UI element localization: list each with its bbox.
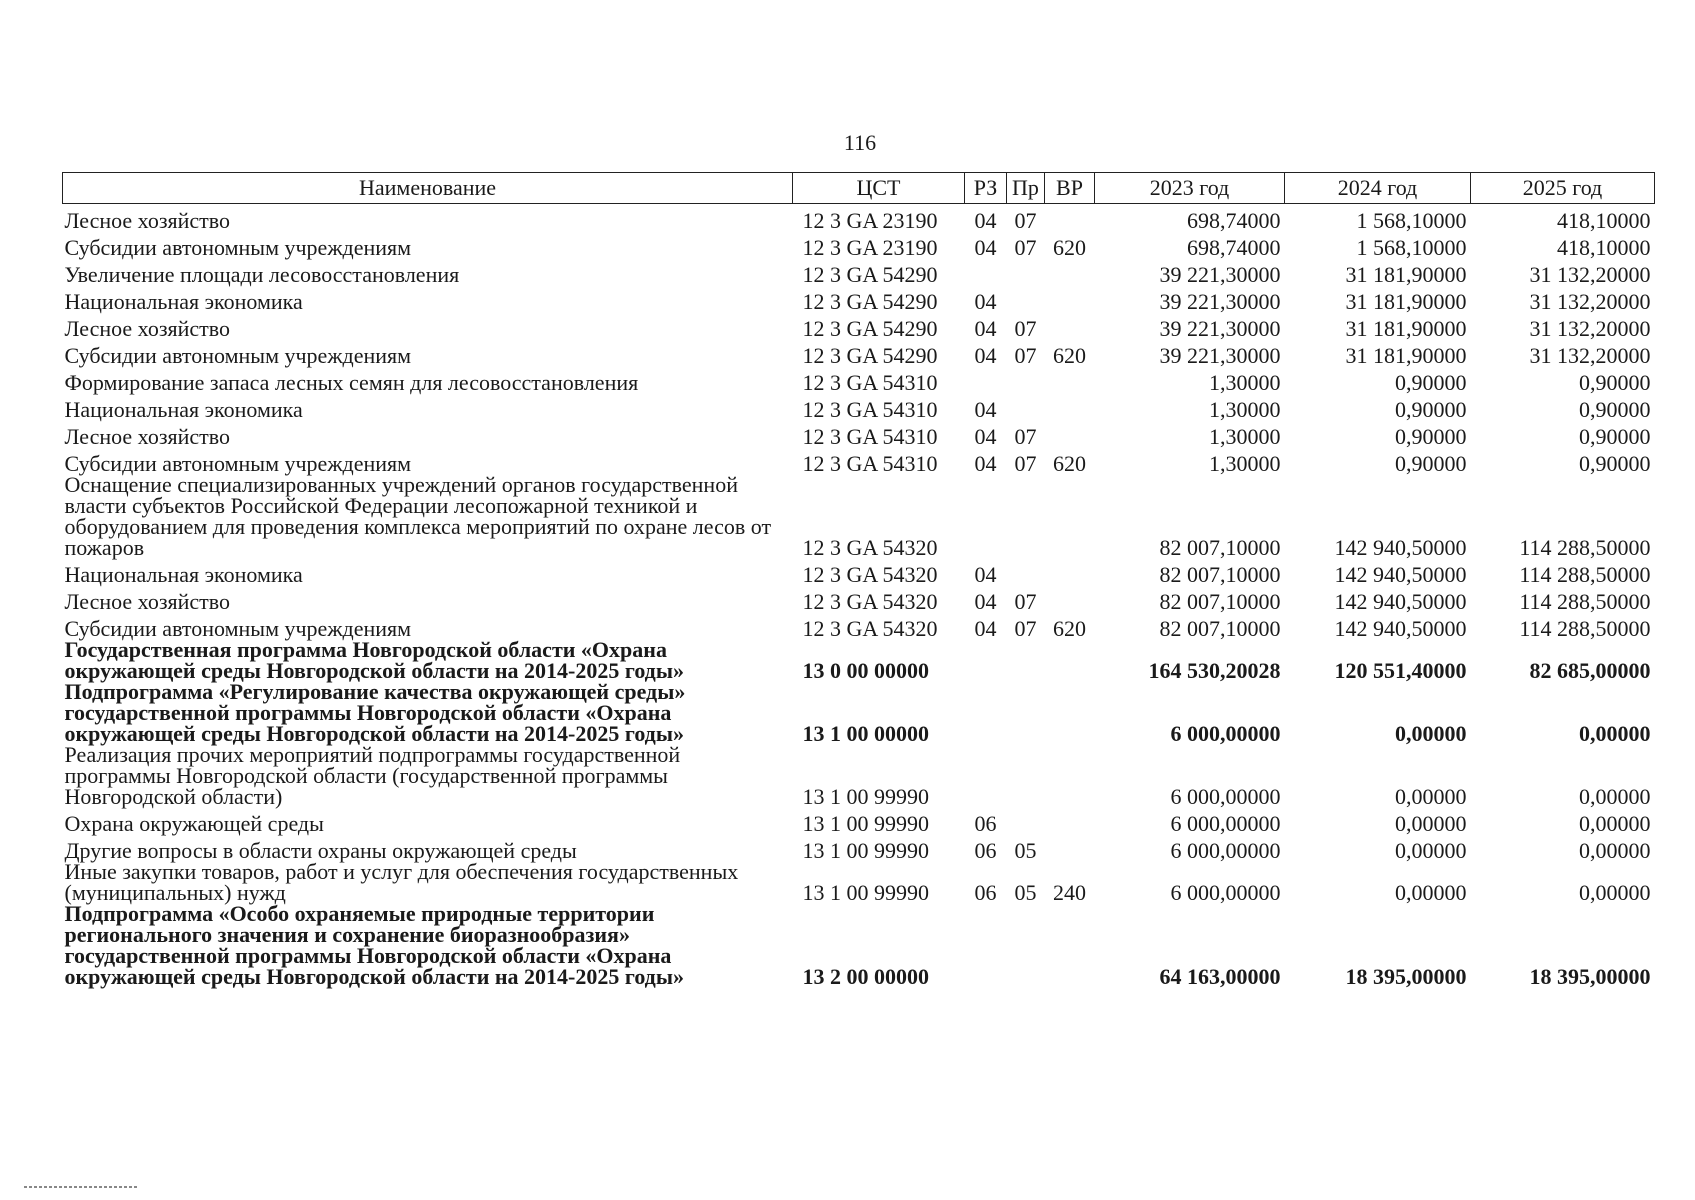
cell-pr: 07 (1014, 316, 1037, 341)
cell-y2024: 142 940,50000 (1334, 589, 1467, 614)
cell-y2023: 39 221,30000 (1159, 262, 1281, 287)
cell-name: Другие вопросы в области охраны окружающей среды (64, 838, 577, 863)
cell-cst: 12 3 GA 54310 (802, 397, 938, 422)
cell-cst: 13 0 00 00000 (802, 658, 929, 683)
cell-rz: 06 (974, 838, 997, 863)
cell-name: Реализация прочих мероприятий подпрограммы государственной программы Новгородской области (государственной программы Новгородской области) (64, 742, 681, 809)
cell-name: Субсидии автономным учреждениям (64, 451, 412, 476)
cell-pr: 05 (1014, 880, 1037, 905)
table-row (63, 639, 1655, 681)
cell-pr (1007, 258, 1045, 285)
cell-y2023: 6 000,00000 (1170, 784, 1281, 809)
cell-name: Национальная экономика (64, 562, 303, 587)
cell-y2024: 0,00000 (1395, 721, 1467, 746)
cell-vr (1045, 903, 1095, 987)
cell-cst: 13 1 00 99990 (802, 784, 929, 809)
cell-y2023: 698,74000 (1187, 208, 1281, 233)
table-row (63, 420, 1655, 447)
cell-name: Увеличение площади лесовосстановления (64, 262, 460, 287)
cell-cst: 12 3 GA 54320 (802, 535, 938, 560)
cell-vr: 620 (1053, 235, 1086, 260)
table-row (63, 807, 1655, 834)
cell-y2025: 418,10000 (1557, 235, 1651, 260)
cell-vr (1045, 807, 1095, 834)
cell-y2023: 698,74000 (1187, 235, 1281, 260)
cell-y2023: 1,30000 (1209, 370, 1281, 395)
cell-y2023: 1,30000 (1209, 451, 1281, 476)
table-row (63, 366, 1655, 393)
cell-name: Субсидии автономным учреждениям (64, 343, 412, 368)
cell-cst: 12 3 GA 54310 (802, 370, 938, 395)
cell-rz: 06 (974, 880, 997, 905)
cell-cst: 12 3 GA 54290 (802, 289, 938, 314)
cell-cst: 12 3 GA 23190 (802, 235, 938, 260)
table-row (63, 312, 1655, 339)
table-row (63, 612, 1655, 639)
cell-pr (1007, 285, 1045, 312)
header-rz: РЗ (965, 173, 1007, 204)
table-row (63, 285, 1655, 312)
table-row (63, 339, 1655, 366)
cell-y2025: 0,90000 (1579, 397, 1651, 422)
cell-rz: 04 (974, 616, 997, 641)
header-2023: 2023 год (1095, 173, 1285, 204)
cell-vr (1045, 639, 1095, 681)
cell-y2025: 0,00000 (1579, 880, 1651, 905)
cell-cst: 12 3 GA 54290 (802, 262, 938, 287)
cell-y2023: 39 221,30000 (1159, 316, 1281, 341)
table-row (63, 204, 1655, 232)
cell-name: Субсидии автономным учреждениям (64, 235, 412, 260)
table-row (63, 861, 1655, 903)
cell-vr (1045, 474, 1095, 558)
cell-pr (1007, 393, 1045, 420)
cell-y2025: 0,90000 (1579, 424, 1651, 449)
cell-pr: 07 (1014, 424, 1037, 449)
cell-y2023: 64 163,00000 (1159, 964, 1281, 989)
cell-vr (1045, 312, 1095, 339)
cell-rz: 04 (974, 235, 997, 260)
cell-y2025: 31 132,20000 (1529, 316, 1651, 341)
cell-rz (965, 903, 1007, 987)
cell-cst: 12 3 GA 54320 (802, 589, 938, 614)
cell-y2025: 418,10000 (1557, 208, 1651, 233)
cell-rz: 04 (974, 343, 997, 368)
cell-rz (965, 639, 1007, 681)
cell-name: Лесное хозяйство (64, 589, 231, 614)
cell-y2023: 39 221,30000 (1159, 289, 1281, 314)
cell-y2023: 6 000,00000 (1170, 721, 1281, 746)
cell-vr (1045, 558, 1095, 585)
cell-vr (1045, 366, 1095, 393)
cell-pr: 07 (1014, 235, 1037, 260)
cell-pr (1007, 474, 1045, 558)
cell-rz: 04 (974, 562, 997, 587)
cell-rz: 04 (974, 397, 997, 422)
cell-cst: 12 3 GA 54320 (802, 562, 938, 587)
cell-y2023: 82 007,10000 (1159, 616, 1281, 641)
table-row (63, 744, 1655, 807)
cell-y2023: 6 000,00000 (1170, 838, 1281, 863)
cell-pr (1007, 807, 1045, 834)
cell-name: Лесное хозяйство (64, 424, 231, 449)
cell-y2025: 31 132,20000 (1529, 343, 1651, 368)
cell-vr (1045, 204, 1095, 232)
cell-y2024: 0,00000 (1395, 880, 1467, 905)
page-number: 116 (843, 130, 877, 155)
table-row (63, 585, 1655, 612)
cell-name: Государственная программа Новгородской области «Охрана окружающей среды Новгородской области на 2014-2025 годы» (64, 637, 684, 683)
cell-cst: 12 3 GA 54290 (802, 316, 938, 341)
cell-cst: 12 3 GA 23190 (802, 208, 938, 233)
cell-name: Иные закупки товаров, работ и услуг для обеспечения государственных (муниципальных) нужд (64, 859, 739, 905)
header-pr: Пр (1007, 173, 1045, 204)
cell-vr (1045, 285, 1095, 312)
header-2024: 2024 год (1285, 173, 1471, 204)
cell-y2025: 0,90000 (1579, 370, 1651, 395)
table-row (63, 903, 1655, 987)
cell-pr: 07 (1014, 343, 1037, 368)
cell-y2024: 1 568,10000 (1356, 235, 1467, 260)
cell-y2025: 0,00000 (1579, 811, 1651, 836)
cell-y2024: 0,90000 (1395, 370, 1467, 395)
cell-rz (965, 744, 1007, 807)
cell-y2023: 6 000,00000 (1170, 880, 1281, 905)
cell-y2025: 114 288,50000 (1519, 589, 1651, 614)
cell-pr (1007, 744, 1045, 807)
cell-pr: 07 (1014, 208, 1037, 233)
cell-vr: 240 (1053, 880, 1086, 905)
cell-rz: 04 (974, 451, 997, 476)
cell-pr (1007, 558, 1045, 585)
cell-pr (1007, 366, 1045, 393)
cell-y2024: 31 181,90000 (1345, 343, 1467, 368)
cell-y2024: 120 551,40000 (1334, 658, 1467, 683)
budget-table (62, 172, 1655, 987)
cell-y2025: 114 288,50000 (1519, 616, 1651, 641)
cell-pr (1007, 903, 1045, 987)
cell-y2023: 82 007,10000 (1159, 589, 1281, 614)
table-header-row (63, 173, 1655, 204)
table-row (63, 681, 1655, 744)
cell-y2025: 18 395,00000 (1529, 964, 1651, 989)
cell-name: Субсидии автономным учреждениям (64, 616, 412, 641)
cell-y2024: 18 395,00000 (1345, 964, 1467, 989)
cell-cst: 13 1 00 99990 (802, 838, 929, 863)
cell-pr: 07 (1014, 451, 1037, 476)
cell-y2024: 142 940,50000 (1334, 562, 1467, 587)
cell-y2025: 0,90000 (1579, 451, 1651, 476)
cell-name: Национальная экономика (64, 397, 303, 422)
cell-pr (1007, 681, 1045, 744)
header-2025: 2025 год (1471, 173, 1655, 204)
cell-cst: 13 1 00 99990 (802, 811, 929, 836)
cell-y2024: 142 940,50000 (1334, 535, 1467, 560)
cell-y2023: 164 530,20028 (1148, 658, 1281, 683)
cell-rz: 04 (974, 289, 997, 314)
cell-y2024: 0,90000 (1395, 397, 1467, 422)
cell-cst: 12 3 GA 54290 (802, 343, 938, 368)
cell-y2023: 39 221,30000 (1159, 343, 1281, 368)
cell-rz (965, 474, 1007, 558)
cell-name: Оснащение специализированных учреждений органов государственной власти субъектов Российской Федерации лесопожарной техникой и оборудованием для проведения комплекса мероприятий по охране лесов от пожаров (64, 472, 772, 560)
cell-vr (1045, 834, 1095, 861)
cell-name: Лесное хозяйство (64, 316, 231, 341)
cell-pr: 05 (1014, 838, 1037, 863)
cell-name: Подпрограмма «Особо охраняемые природные территории регионального значения и сохранение биоразнообразия» государственной программы Новгородской области «Охрана окружающей среды Новгородской области на 2014-2025 годы» (64, 901, 684, 989)
cell-rz: 06 (974, 811, 997, 836)
cell-rz: 04 (974, 316, 997, 341)
cell-y2024: 1 568,10000 (1356, 208, 1467, 233)
table-row (63, 558, 1655, 585)
cell-y2025: 0,00000 (1579, 838, 1651, 863)
cell-cst: 13 1 00 00000 (802, 721, 929, 746)
table-row (63, 231, 1655, 258)
cell-y2025: 114 288,50000 (1519, 535, 1651, 560)
cell-y2024: 0,00000 (1395, 784, 1467, 809)
cell-vr: 620 (1053, 343, 1086, 368)
cell-y2025: 114 288,50000 (1519, 562, 1651, 587)
cell-y2023: 6 000,00000 (1170, 811, 1281, 836)
cell-y2025: 82 685,00000 (1529, 658, 1651, 683)
cell-y2025: 31 132,20000 (1529, 262, 1651, 287)
cell-vr: 620 (1053, 616, 1086, 641)
cell-name: Охрана окружающей среды (64, 811, 324, 836)
cell-cst: 13 1 00 99990 (802, 880, 929, 905)
cell-y2024: 31 181,90000 (1345, 289, 1467, 314)
cell-rz: 04 (974, 208, 997, 233)
cell-y2023: 82 007,10000 (1159, 535, 1281, 560)
cell-pr: 07 (1014, 589, 1037, 614)
cell-y2025: 0,00000 (1579, 784, 1651, 809)
cell-y2023: 1,30000 (1209, 397, 1281, 422)
cell-name: Формирование запаса лесных семян для лесовосстановления (64, 370, 639, 395)
cell-vr (1045, 420, 1095, 447)
cell-y2024: 0,90000 (1395, 424, 1467, 449)
cell-rz (965, 366, 1007, 393)
cell-cst: 12 3 GA 54310 (802, 424, 938, 449)
cell-y2023: 82 007,10000 (1159, 562, 1281, 587)
cell-vr: 620 (1053, 451, 1086, 476)
cell-y2024: 0,00000 (1395, 811, 1467, 836)
cell-vr (1045, 258, 1095, 285)
cell-y2025: 0,00000 (1579, 721, 1651, 746)
cell-rz (965, 258, 1007, 285)
cell-y2025: 31 132,20000 (1529, 289, 1651, 314)
table-row (63, 474, 1655, 558)
cell-pr (1007, 639, 1045, 681)
table-row (63, 834, 1655, 861)
table-row (63, 258, 1655, 285)
table-row (63, 393, 1655, 420)
cell-y2024: 0,00000 (1395, 838, 1467, 863)
cell-vr (1045, 585, 1095, 612)
cell-vr (1045, 393, 1095, 420)
cell-y2024: 0,90000 (1395, 451, 1467, 476)
cell-cst: 12 3 GA 54320 (802, 616, 938, 641)
table-row (63, 447, 1655, 474)
table-body (63, 204, 1655, 988)
header-name: Наименование (63, 173, 793, 204)
cell-vr (1045, 744, 1095, 807)
cell-name: Подпрограмма «Регулирование качества окружающей среды» государственной программы Новгородской области «Охрана окружающей среды Новгородской области на 2014-2025 годы» (64, 679, 686, 746)
cell-cst: 13 2 00 00000 (802, 964, 929, 989)
cell-y2023: 1,30000 (1209, 424, 1281, 449)
cell-rz: 04 (974, 424, 997, 449)
cell-y2024: 31 181,90000 (1345, 316, 1467, 341)
cell-y2024: 142 940,50000 (1334, 616, 1467, 641)
cell-rz: 04 (974, 589, 997, 614)
cell-y2024: 31 181,90000 (1345, 262, 1467, 287)
cell-name: Национальная экономика (64, 289, 303, 314)
cell-cst: 12 3 GA 54310 (802, 451, 938, 476)
cell-name: Лесное хозяйство (64, 208, 231, 233)
header-vr: ВР (1045, 173, 1095, 204)
cell-pr: 07 (1014, 616, 1037, 641)
header-cst: ЦСТ (793, 173, 965, 204)
cell-vr (1045, 681, 1095, 744)
cell-rz (965, 681, 1007, 744)
scan-mark (24, 1186, 138, 1188)
